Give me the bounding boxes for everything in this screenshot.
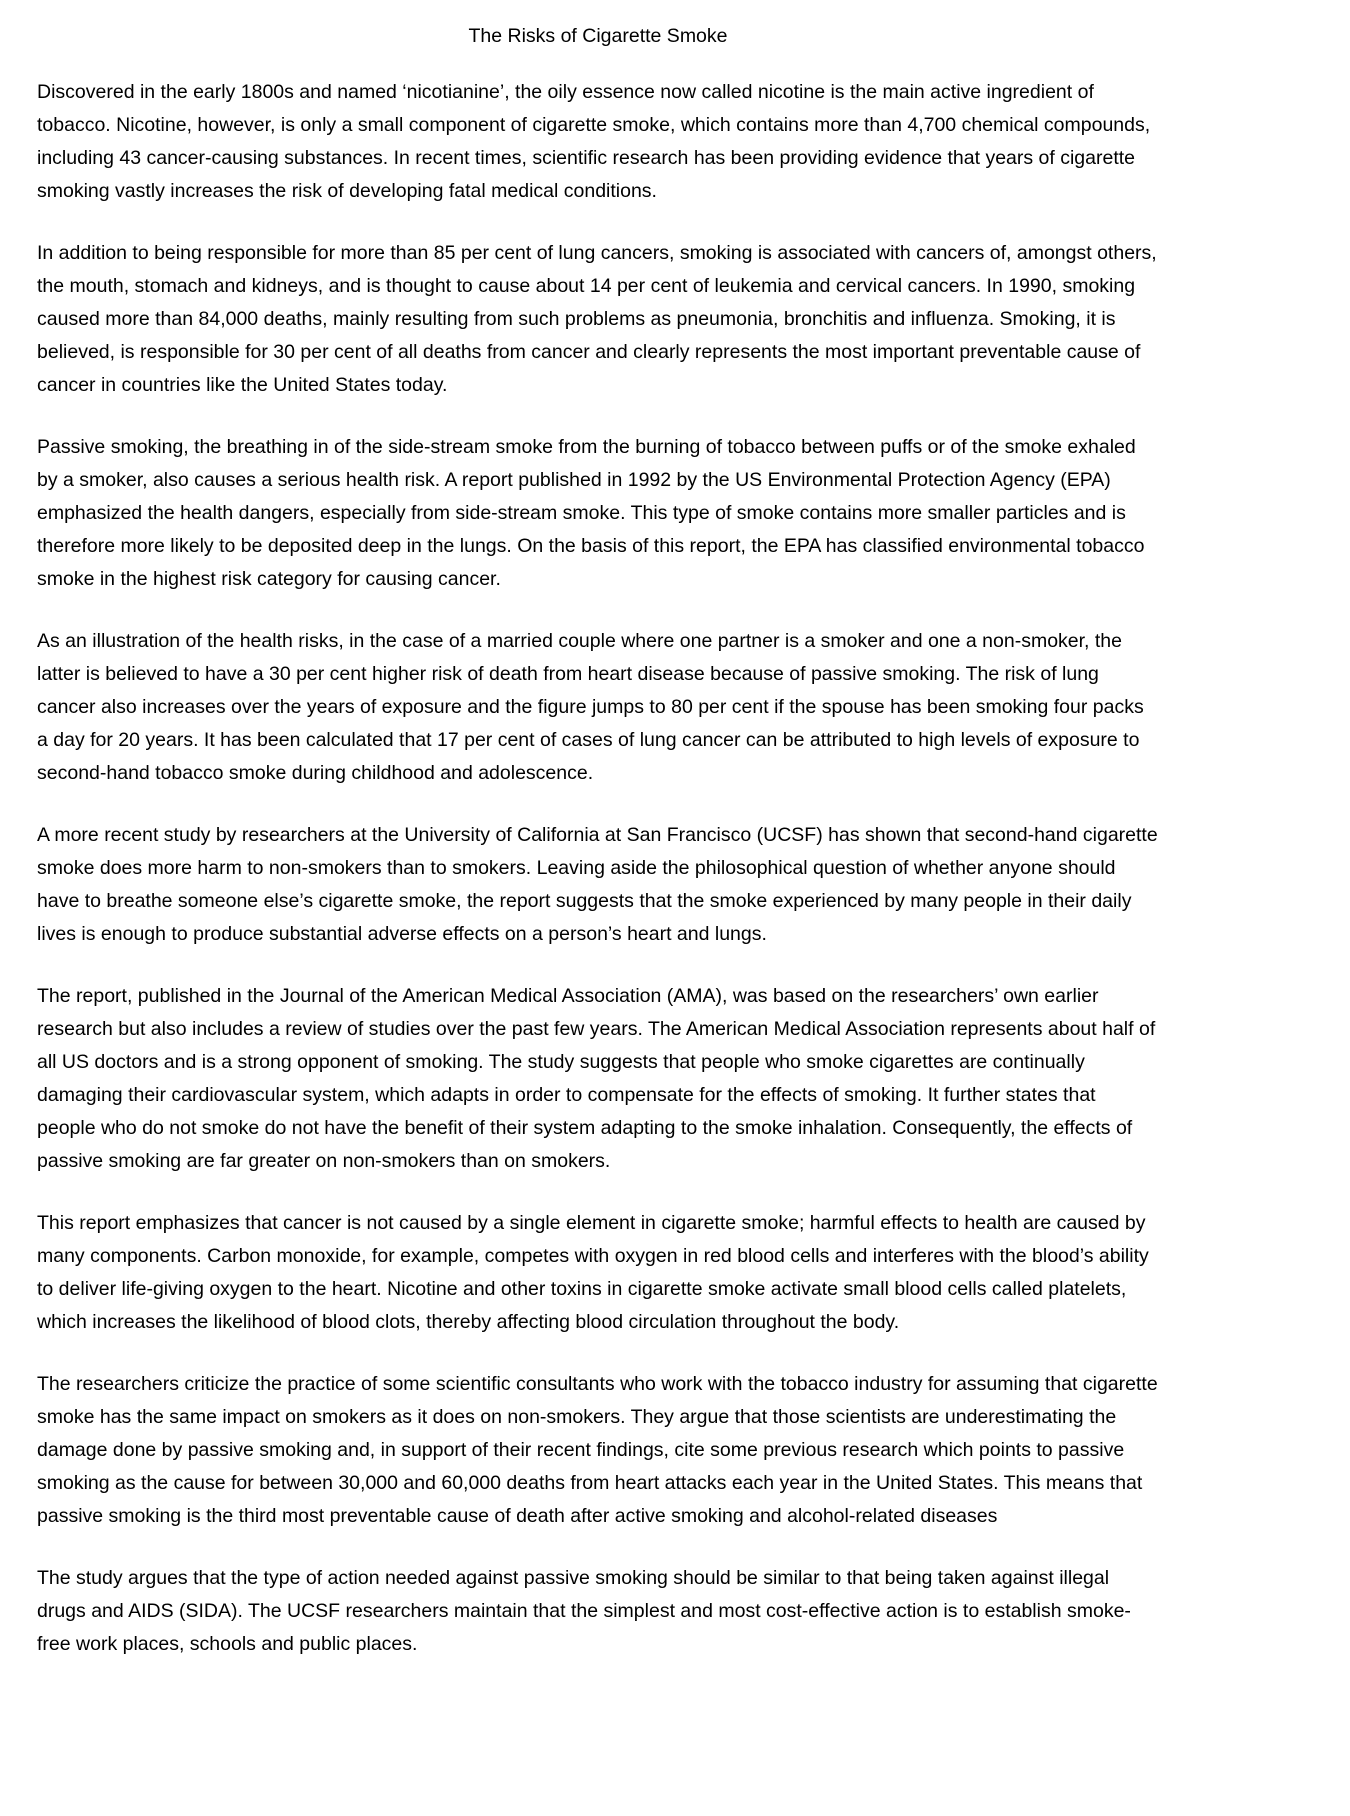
paragraph-researchers-critique: The researchers criticize the practice of some scientific consultants who work with the tobacco industry for assuming that cigarette smoke has the same impact on smokers as it does on non-smokers. They argue that those scientists are underestimating the damage done by passive smoking and, in support of their recent findings, cite some previous research which points to passive smoking as the cause for between 30,000 and 60,000 deaths from heart attacks each year in the United States. This means that passive smoking is the third most preventable cause of death after active smoking and alcohol-related diseases bbox=[37, 1373, 1158, 1527]
document-title: The Risks of Cigarette Smoke bbox=[468, 25, 728, 47]
paragraph-recommended-action: The study argues that the type of action needed against passive smoking should be similar to that being taken against illegal drugs and AIDS (SIDA). The UCSF researchers maintain that the simplest and most cost-effective action is to establish smoke-free work places, schools and public places. bbox=[37, 1567, 1131, 1655]
paragraph-smoke-components: This report emphasizes that cancer is not caused by a single element in cigarette smoke; harmful effects to health are caused by many components. Carbon monoxide, for example, competes with oxygen in red blood cells and interferes with the blood’s ability to deliver life-giving oxygen to the heart. Nicotine and other toxins in cigarette smoke activate small blood cells called platelets, which increases the likelihood of blood clots, thereby affecting blood circulation throughout the body. bbox=[37, 1212, 1149, 1333]
paragraph-ucsf-study: A more recent study by researchers at the University of California at San Francisco (UCSF) has shown that second-hand cigarette smoke does more harm to non-smokers than to smokers. Leaving aside the philosophical question of whether anyone should have to breathe someone else’s cigarette smoke, the report suggests that the smoke experienced by many people in their daily lives is enough to produce substantial adverse effects on a person’s heart and lungs. bbox=[37, 824, 1158, 945]
paragraph-married-couple-risk: As an illustration of the health risks, in the case of a married couple where one partner is a smoker and one a non-smoker, the latter is believed to have a 30 per cent higher risk of death from heart disease because of passive smoking. The risk of lung cancer also increases over the years of exposure and the figure jumps to 80 per cent if the spouse has been smoking four packs a day for 20 years. It has been calculated that 17 per cent of cases of lung cancer can be attributed to high levels of exposure to second-hand tobacco smoke during childhood and adolescence. bbox=[37, 630, 1144, 784]
paragraph-ama-report: The report, published in the Journal of the American Medical Association (AMA), was based on the researchers’ own earlier research but also includes a review of studies over the past few years. The American Medical Association represents about half of all US doctors and is a strong opponent of smoking. The study suggests that people who smoke cigarettes are continually damaging their cardiovascular system, which adapts in order to compensate for the effects of smoking. It further states that people who do not smoke do not have the benefit of their system adapting to the smoke inhalation. Consequently, the effects of passive smoking are far greater on non-smokers than on smokers. bbox=[37, 985, 1156, 1172]
paragraph-nicotine-intro: Discovered in the early 1800s and named ‘nicotianine’, the oily essence now called nicotine is the main active ingredient of tobacco. Nicotine, however, is only a small component of cigarette smoke, which contains more than 4,700 chemical compounds, including 43 cancer-causing substances. In recent times, scientific research has been providing evidence that years of cigarette smoking vastly increases the risk of developing fatal medical conditions. bbox=[37, 81, 1151, 202]
document-content bbox=[37, 20, 1159, 1661]
paragraph-passive-smoking-epa: Passive smoking, the breathing in of the side-stream smoke from the burning of tobacco between puffs or of the smoke exhaled by a smoker, also causes a serious health risk. A report published in 1992 by the US Environmental Protection Agency (EPA) emphasized the health dangers, especially from side-stream smoke. This type of smoke contains more smaller particles and is therefore more likely to be deposited deep in the lungs. On the basis of this report, the EPA has classified environmental tobacco smoke in the highest risk category for causing cancer. bbox=[37, 436, 1145, 590]
paragraph-cancer-statistics: In addition to being responsible for more than 85 per cent of lung cancers, smoking is associated with cancers of, amongst others, the mouth, stomach and kidneys, and is thought to cause about 14 per cent of leukemia and cervical cancers. In 1990, smoking caused more than 84,000 deaths, mainly resulting from such problems as pneumonia, bronchitis and influenza. Smoking, it is believed, is responsible for 30 per cent of all deaths from cancer and clearly represents the most important preventable cause of cancer in countries like the United States today. bbox=[37, 242, 1157, 396]
